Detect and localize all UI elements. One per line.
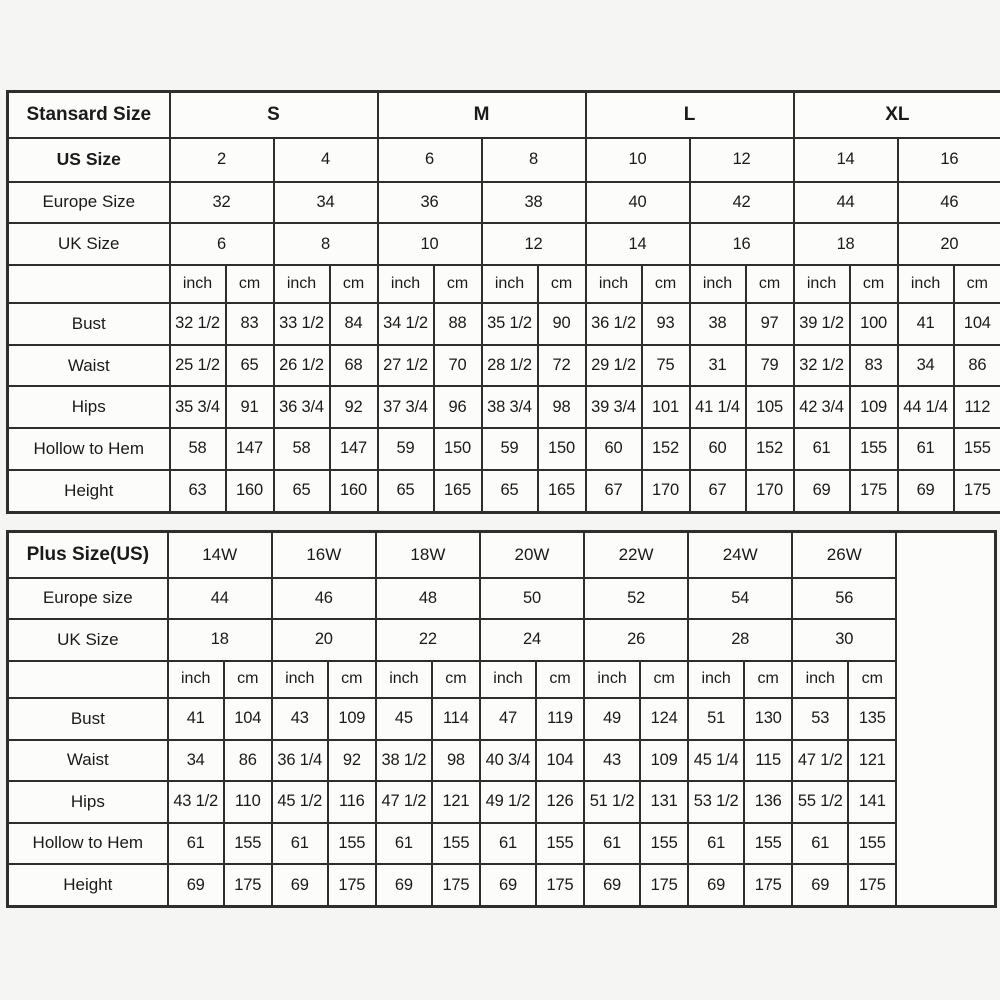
unit-cell: cm bbox=[536, 661, 584, 699]
measure-value-cell: 152 bbox=[746, 428, 794, 470]
measure-value-cell: 69 bbox=[272, 864, 328, 906]
unit-cell: cm bbox=[746, 265, 794, 303]
measure-value-cell: 155 bbox=[432, 823, 480, 864]
measure-value-cell: 45 1/2 bbox=[272, 781, 328, 822]
unit-cell: inch bbox=[794, 265, 850, 303]
measure-value-cell: 41 bbox=[168, 698, 224, 739]
measure-value-cell: 65 bbox=[274, 470, 330, 513]
measure-value-cell: 60 bbox=[586, 428, 642, 470]
unit-cell: inch bbox=[482, 265, 538, 303]
table-row bbox=[8, 303, 1000, 345]
measure-value-cell: 104 bbox=[224, 698, 272, 739]
measure-value-cell: 59 bbox=[482, 428, 538, 470]
size-value-cell: 4 bbox=[274, 138, 378, 182]
measure-value-cell: 155 bbox=[744, 823, 792, 864]
measure-value-cell: 175 bbox=[328, 864, 376, 906]
measure-value-cell: 37 3/4 bbox=[378, 386, 434, 428]
size-group-cell: 26W bbox=[792, 532, 896, 578]
size-value-cell: 14 bbox=[586, 223, 690, 265]
measure-value-cell: 61 bbox=[376, 823, 432, 864]
measure-value-cell: 105 bbox=[746, 386, 794, 428]
table-row bbox=[8, 182, 1000, 224]
measure-value-cell: 34 bbox=[168, 740, 224, 781]
unit-row-spacer-cell bbox=[8, 661, 168, 699]
measure-value-cell: 131 bbox=[640, 781, 688, 822]
size-value-cell: 36 bbox=[378, 182, 482, 224]
size-value-cell: 16 bbox=[898, 138, 1000, 182]
measure-value-cell: 75 bbox=[642, 345, 690, 387]
measure-row-label: Waist bbox=[8, 345, 170, 387]
measure-value-cell: 59 bbox=[378, 428, 434, 470]
table-row bbox=[8, 740, 996, 781]
measure-row-label: Hollow to Hem bbox=[8, 823, 168, 864]
measure-value-cell: 93 bbox=[642, 303, 690, 345]
measure-row-label: Hollow to Hem bbox=[8, 428, 170, 470]
plus-size-table bbox=[6, 530, 997, 908]
table-row bbox=[8, 470, 1000, 513]
measure-value-cell: 63 bbox=[170, 470, 226, 513]
measure-value-cell: 36 1/2 bbox=[586, 303, 642, 345]
measure-value-cell: 170 bbox=[642, 470, 690, 513]
size-group-cell: 16W bbox=[272, 532, 376, 578]
measure-value-cell: 121 bbox=[848, 740, 896, 781]
measure-value-cell: 175 bbox=[848, 864, 896, 906]
measure-value-cell: 126 bbox=[536, 781, 584, 822]
measure-value-cell: 150 bbox=[434, 428, 482, 470]
size-value-cell: 54 bbox=[688, 578, 792, 619]
size-value-cell: 32 bbox=[170, 182, 274, 224]
measure-value-cell: 155 bbox=[224, 823, 272, 864]
unit-row-spacer-cell bbox=[8, 265, 170, 303]
size-value-cell: 28 bbox=[688, 619, 792, 660]
measure-value-cell: 47 bbox=[480, 698, 536, 739]
table-row bbox=[8, 781, 996, 822]
measure-value-cell: 109 bbox=[328, 698, 376, 739]
measure-value-cell: 119 bbox=[536, 698, 584, 739]
table-row bbox=[8, 619, 996, 660]
measure-value-cell: 32 1/2 bbox=[170, 303, 226, 345]
measure-value-cell: 65 bbox=[378, 470, 434, 513]
size-value-cell: 6 bbox=[378, 138, 482, 182]
measure-value-cell: 53 bbox=[792, 698, 848, 739]
standard-body bbox=[8, 92, 1000, 513]
size-value-cell: 20 bbox=[272, 619, 376, 660]
size-group-cell: 20W bbox=[480, 532, 584, 578]
unit-cell: cm bbox=[224, 661, 272, 699]
measure-value-cell: 165 bbox=[538, 470, 586, 513]
measure-value-cell: 97 bbox=[746, 303, 794, 345]
measure-value-cell: 112 bbox=[954, 386, 1000, 428]
measure-value-cell: 34 1/2 bbox=[378, 303, 434, 345]
measure-value-cell: 42 3/4 bbox=[794, 386, 850, 428]
size-group-cell: XL bbox=[794, 92, 1000, 138]
unit-cell: cm bbox=[328, 661, 376, 699]
measure-value-cell: 36 1/4 bbox=[272, 740, 328, 781]
measure-value-cell: 104 bbox=[536, 740, 584, 781]
table-row bbox=[8, 265, 1000, 303]
measure-value-cell: 61 bbox=[480, 823, 536, 864]
measure-value-cell: 43 1/2 bbox=[168, 781, 224, 822]
size-group-cell: M bbox=[378, 92, 586, 138]
measure-value-cell: 43 bbox=[272, 698, 328, 739]
measure-value-cell: 155 bbox=[848, 823, 896, 864]
measure-value-cell: 61 bbox=[688, 823, 744, 864]
measure-value-cell: 130 bbox=[744, 698, 792, 739]
measure-value-cell: 141 bbox=[848, 781, 896, 822]
size-value-cell: 46 bbox=[898, 182, 1000, 224]
plus-body bbox=[8, 532, 996, 907]
unit-cell: inch bbox=[690, 265, 746, 303]
measure-value-cell: 104 bbox=[954, 303, 1000, 345]
measure-value-cell: 160 bbox=[330, 470, 378, 513]
measure-value-cell: 67 bbox=[586, 470, 642, 513]
measure-value-cell: 83 bbox=[226, 303, 274, 345]
table-row bbox=[8, 345, 1000, 387]
measure-value-cell: 69 bbox=[792, 864, 848, 906]
unit-cell: inch bbox=[792, 661, 848, 699]
measure-value-cell: 39 1/2 bbox=[794, 303, 850, 345]
measure-value-cell: 175 bbox=[224, 864, 272, 906]
measure-value-cell: 43 bbox=[584, 740, 640, 781]
measure-value-cell: 92 bbox=[330, 386, 378, 428]
measure-value-cell: 147 bbox=[330, 428, 378, 470]
measure-value-cell: 165 bbox=[434, 470, 482, 513]
unit-cell: cm bbox=[330, 265, 378, 303]
measure-value-cell: 83 bbox=[850, 345, 898, 387]
table-row bbox=[8, 223, 1000, 265]
measure-value-cell: 175 bbox=[432, 864, 480, 906]
measure-value-cell: 61 bbox=[792, 823, 848, 864]
measure-value-cell: 147 bbox=[226, 428, 274, 470]
measure-value-cell: 70 bbox=[434, 345, 482, 387]
measure-value-cell: 152 bbox=[642, 428, 690, 470]
unit-cell: inch bbox=[168, 661, 224, 699]
unit-cell: cm bbox=[226, 265, 274, 303]
unit-cell: inch bbox=[898, 265, 954, 303]
size-value-cell: 18 bbox=[794, 223, 898, 265]
measure-value-cell: 86 bbox=[224, 740, 272, 781]
unit-cell: inch bbox=[480, 661, 536, 699]
measure-row-label: Bust bbox=[8, 303, 170, 345]
measure-value-cell: 51 bbox=[688, 698, 744, 739]
size-row-label: UK Size bbox=[8, 223, 170, 265]
unit-cell: cm bbox=[640, 661, 688, 699]
size-value-cell: 34 bbox=[274, 182, 378, 224]
table-row bbox=[8, 864, 996, 906]
size-value-cell: 48 bbox=[376, 578, 480, 619]
measure-value-cell: 41 bbox=[898, 303, 954, 345]
unit-cell: cm bbox=[538, 265, 586, 303]
measure-value-cell: 116 bbox=[328, 781, 376, 822]
unit-cell: inch bbox=[170, 265, 226, 303]
measure-value-cell: 98 bbox=[538, 386, 586, 428]
unit-cell: inch bbox=[376, 661, 432, 699]
measure-value-cell: 40 3/4 bbox=[480, 740, 536, 781]
measure-value-cell: 96 bbox=[434, 386, 482, 428]
measure-value-cell: 47 1/2 bbox=[376, 781, 432, 822]
unit-cell: inch bbox=[584, 661, 640, 699]
table-row bbox=[8, 823, 996, 864]
measure-value-cell: 49 1/2 bbox=[480, 781, 536, 822]
measure-value-cell: 27 1/2 bbox=[378, 345, 434, 387]
size-group-cell: S bbox=[170, 92, 378, 138]
measure-value-cell: 69 bbox=[168, 864, 224, 906]
size-value-cell: 46 bbox=[272, 578, 376, 619]
measure-value-cell: 61 bbox=[794, 428, 850, 470]
measure-value-cell: 51 1/2 bbox=[584, 781, 640, 822]
size-value-cell: 44 bbox=[794, 182, 898, 224]
measure-value-cell: 61 bbox=[272, 823, 328, 864]
measure-value-cell: 170 bbox=[746, 470, 794, 513]
measure-value-cell: 41 1/4 bbox=[690, 386, 746, 428]
measure-value-cell: 84 bbox=[330, 303, 378, 345]
size-value-cell: 30 bbox=[792, 619, 896, 660]
measure-value-cell: 91 bbox=[226, 386, 274, 428]
unit-cell: cm bbox=[954, 265, 1000, 303]
table-row bbox=[8, 578, 996, 619]
measure-value-cell: 31 bbox=[690, 345, 746, 387]
measure-value-cell: 155 bbox=[328, 823, 376, 864]
unit-cell: cm bbox=[848, 661, 896, 699]
size-value-cell: 22 bbox=[376, 619, 480, 660]
size-value-cell: 10 bbox=[586, 138, 690, 182]
table-row bbox=[8, 138, 1000, 182]
measure-value-cell: 175 bbox=[850, 470, 898, 513]
size-row-label: UK Size bbox=[8, 619, 168, 660]
size-group-cell: 14W bbox=[168, 532, 272, 578]
measure-value-cell: 53 1/2 bbox=[688, 781, 744, 822]
measure-value-cell: 65 bbox=[226, 345, 274, 387]
measure-value-cell: 175 bbox=[536, 864, 584, 906]
size-value-cell: 14 bbox=[794, 138, 898, 182]
measure-value-cell: 32 1/2 bbox=[794, 345, 850, 387]
measure-value-cell: 60 bbox=[690, 428, 746, 470]
size-value-cell: 50 bbox=[480, 578, 584, 619]
measure-value-cell: 175 bbox=[744, 864, 792, 906]
size-value-cell: 24 bbox=[480, 619, 584, 660]
measure-value-cell: 155 bbox=[850, 428, 898, 470]
measure-value-cell: 61 bbox=[168, 823, 224, 864]
measure-value-cell: 121 bbox=[432, 781, 480, 822]
size-value-cell: 10 bbox=[378, 223, 482, 265]
size-value-cell: 6 bbox=[170, 223, 274, 265]
measure-value-cell: 28 1/2 bbox=[482, 345, 538, 387]
unit-cell: cm bbox=[642, 265, 690, 303]
size-group-cell: 22W bbox=[584, 532, 688, 578]
size-value-cell: 8 bbox=[482, 138, 586, 182]
measure-value-cell: 68 bbox=[330, 345, 378, 387]
size-row-label: US Size bbox=[8, 138, 170, 182]
measure-value-cell: 61 bbox=[584, 823, 640, 864]
unit-cell: cm bbox=[744, 661, 792, 699]
measure-value-cell: 88 bbox=[434, 303, 482, 345]
table-row bbox=[8, 386, 1000, 428]
measure-value-cell: 155 bbox=[640, 823, 688, 864]
measure-value-cell: 90 bbox=[538, 303, 586, 345]
measure-value-cell: 38 bbox=[690, 303, 746, 345]
measure-value-cell: 135 bbox=[848, 698, 896, 739]
measure-value-cell: 58 bbox=[170, 428, 226, 470]
size-value-cell: 26 bbox=[584, 619, 688, 660]
table-row bbox=[8, 428, 1000, 470]
empty-spacer-cell bbox=[896, 532, 995, 907]
measure-value-cell: 175 bbox=[640, 864, 688, 906]
measure-value-cell: 101 bbox=[642, 386, 690, 428]
measure-value-cell: 160 bbox=[226, 470, 274, 513]
unit-cell: cm bbox=[434, 265, 482, 303]
measure-value-cell: 69 bbox=[688, 864, 744, 906]
measure-value-cell: 69 bbox=[898, 470, 954, 513]
unit-cell: inch bbox=[688, 661, 744, 699]
size-group-cell: L bbox=[586, 92, 794, 138]
size-value-cell: 12 bbox=[690, 138, 794, 182]
size-value-cell: 8 bbox=[274, 223, 378, 265]
measure-value-cell: 35 1/2 bbox=[482, 303, 538, 345]
measure-value-cell: 69 bbox=[376, 864, 432, 906]
measure-value-cell: 47 1/2 bbox=[792, 740, 848, 781]
measure-value-cell: 55 1/2 bbox=[792, 781, 848, 822]
measure-value-cell: 67 bbox=[690, 470, 746, 513]
measure-value-cell: 79 bbox=[746, 345, 794, 387]
measure-value-cell: 45 bbox=[376, 698, 432, 739]
measure-value-cell: 124 bbox=[640, 698, 688, 739]
unit-cell: inch bbox=[272, 661, 328, 699]
measure-value-cell: 98 bbox=[432, 740, 480, 781]
measure-value-cell: 72 bbox=[538, 345, 586, 387]
measure-value-cell: 34 bbox=[898, 345, 954, 387]
standard-size-table bbox=[6, 90, 1000, 514]
size-value-cell: 40 bbox=[586, 182, 690, 224]
unit-cell: cm bbox=[850, 265, 898, 303]
unit-cell: cm bbox=[432, 661, 480, 699]
measure-value-cell: 25 1/2 bbox=[170, 345, 226, 387]
table-row bbox=[8, 698, 996, 739]
size-value-cell: 44 bbox=[168, 578, 272, 619]
size-group-cell: 18W bbox=[376, 532, 480, 578]
size-value-cell: 2 bbox=[170, 138, 274, 182]
measure-value-cell: 100 bbox=[850, 303, 898, 345]
measure-value-cell: 65 bbox=[482, 470, 538, 513]
measure-value-cell: 39 3/4 bbox=[586, 386, 642, 428]
corner-label-cell: Plus Size(US) bbox=[8, 532, 168, 578]
table-row bbox=[8, 532, 996, 578]
size-value-cell: 20 bbox=[898, 223, 1000, 265]
unit-cell: inch bbox=[274, 265, 330, 303]
measure-value-cell: 114 bbox=[432, 698, 480, 739]
size-value-cell: 52 bbox=[584, 578, 688, 619]
measure-value-cell: 155 bbox=[536, 823, 584, 864]
measure-value-cell: 155 bbox=[954, 428, 1000, 470]
unit-cell: inch bbox=[586, 265, 642, 303]
measure-value-cell: 49 bbox=[584, 698, 640, 739]
unit-cell: inch bbox=[378, 265, 434, 303]
measure-value-cell: 26 1/2 bbox=[274, 345, 330, 387]
measure-row-label: Hips bbox=[8, 386, 170, 428]
size-value-cell: 56 bbox=[792, 578, 896, 619]
measure-value-cell: 69 bbox=[794, 470, 850, 513]
table-row bbox=[8, 92, 1000, 138]
measure-value-cell: 86 bbox=[954, 345, 1000, 387]
measure-value-cell: 45 1/4 bbox=[688, 740, 744, 781]
measure-value-cell: 110 bbox=[224, 781, 272, 822]
measure-value-cell: 109 bbox=[850, 386, 898, 428]
measure-value-cell: 38 1/2 bbox=[376, 740, 432, 781]
size-value-cell: 18 bbox=[168, 619, 272, 660]
measure-row-label: Height bbox=[8, 864, 168, 906]
size-row-label: Europe size bbox=[8, 578, 168, 619]
measure-value-cell: 136 bbox=[744, 781, 792, 822]
measure-row-label: Bust bbox=[8, 698, 168, 739]
size-value-cell: 16 bbox=[690, 223, 794, 265]
measure-value-cell: 61 bbox=[898, 428, 954, 470]
corner-label-cell: Stansard Size bbox=[8, 92, 170, 138]
measure-value-cell: 115 bbox=[744, 740, 792, 781]
size-value-cell: 12 bbox=[482, 223, 586, 265]
size-row-label: Europe Size bbox=[8, 182, 170, 224]
measure-value-cell: 33 1/2 bbox=[274, 303, 330, 345]
measure-value-cell: 175 bbox=[954, 470, 1000, 513]
size-value-cell: 42 bbox=[690, 182, 794, 224]
measure-row-label: Hips bbox=[8, 781, 168, 822]
measure-row-label: Height bbox=[8, 470, 170, 513]
measure-value-cell: 109 bbox=[640, 740, 688, 781]
measure-value-cell: 69 bbox=[480, 864, 536, 906]
measure-row-label: Waist bbox=[8, 740, 168, 781]
measure-value-cell: 58 bbox=[274, 428, 330, 470]
measure-value-cell: 38 3/4 bbox=[482, 386, 538, 428]
table-row bbox=[8, 661, 996, 699]
size-value-cell: 38 bbox=[482, 182, 586, 224]
measure-value-cell: 44 1/4 bbox=[898, 386, 954, 428]
measure-value-cell: 150 bbox=[538, 428, 586, 470]
measure-value-cell: 35 3/4 bbox=[170, 386, 226, 428]
measure-value-cell: 29 1/2 bbox=[586, 345, 642, 387]
measure-value-cell: 92 bbox=[328, 740, 376, 781]
measure-value-cell: 69 bbox=[584, 864, 640, 906]
size-group-cell: 24W bbox=[688, 532, 792, 578]
measure-value-cell: 36 3/4 bbox=[274, 386, 330, 428]
